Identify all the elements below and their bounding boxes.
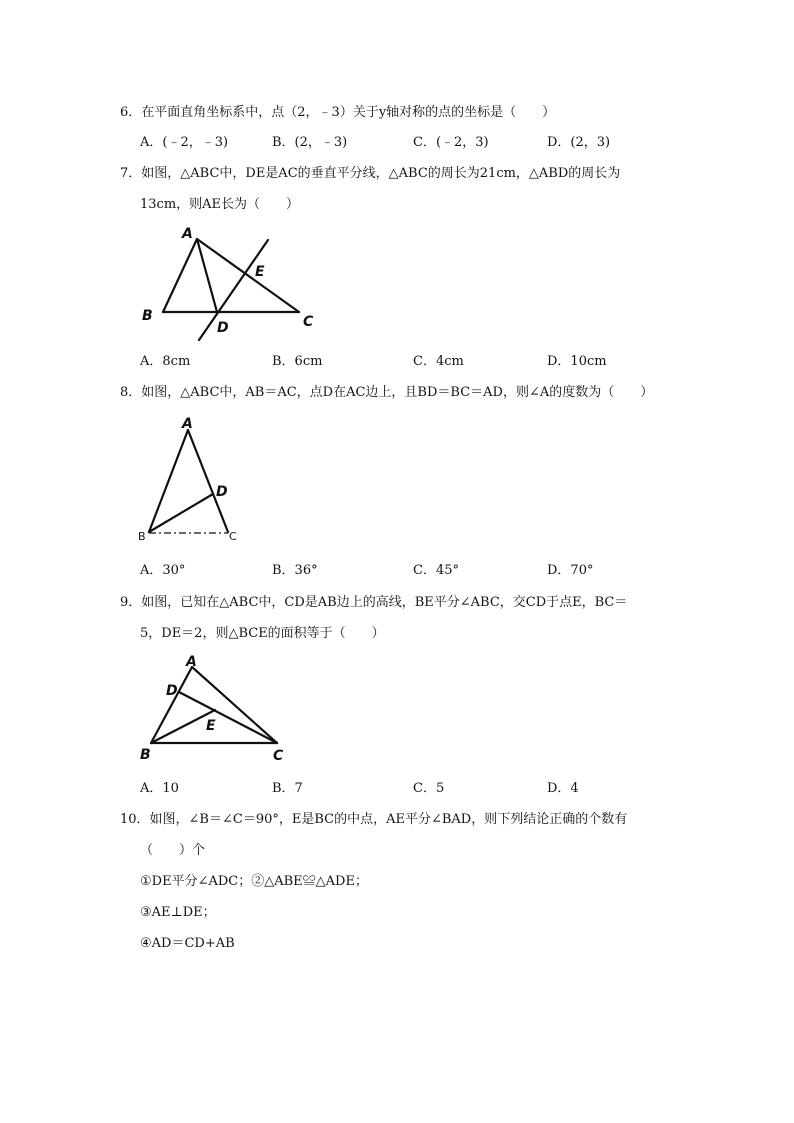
q8-label-a: A [182, 416, 193, 432]
q7-label-e: E [255, 264, 265, 280]
q6-option-b: B．(2，﹣3) [272, 135, 348, 150]
q10-conclusion-3: ③AE⊥DE； [140, 905, 216, 920]
q10-conclusion-1-2: ①DE平分∠ADC；②△ABE≌△ADE； [140, 874, 368, 889]
q7-label-c: C [303, 314, 314, 330]
q9-option-a: A．10 [140, 781, 179, 796]
q8-option-d: D．70° [547, 563, 594, 578]
q7-option-a: A．8cm [140, 354, 191, 369]
q8-label-c: C [229, 530, 237, 543]
q9-stem-line2: 5，DE＝2，则△BCE的面积等于（ ） [140, 626, 385, 641]
q8-segment-bd [149, 494, 213, 532]
q8-stem: 8．如图，△ABC中，AB＝AC，点D在AC边上，且BD＝BC＝AD，则∠A的度数为（ ） [120, 385, 654, 400]
q9-option-c: C．5 [413, 781, 445, 796]
q9-stem-line1: 9．如图，已知在△ABC中，CD是AB边上的高线，BE平分∠ABC，交CD于点E，BC＝ [120, 595, 628, 610]
q8-label-b: B [138, 530, 146, 543]
q9-label-c: C [273, 748, 284, 764]
q7-stem-line2: 13cm，则AE长为（ ） [140, 197, 300, 212]
q10-conclusion-4: ④AD＝CD+AB [140, 936, 235, 951]
q9-label-d: D [166, 683, 178, 699]
q9-option-d: D．4 [547, 781, 579, 796]
q6-option-a: A．(﹣2，﹣3) [140, 135, 229, 150]
q8-figure [135, 412, 255, 547]
q8-option-b: B．36° [272, 563, 318, 578]
q7-option-c: C．4cm [413, 354, 464, 369]
q6-option-c: C．(﹣2，3) [413, 135, 489, 150]
q8-side-ab [149, 430, 188, 532]
q8-option-a: A．30° [140, 563, 186, 578]
q9-label-e: E [206, 718, 216, 734]
q7-label-a: A [182, 226, 193, 242]
q8-label-d: D [216, 484, 228, 500]
q7-label-b: B [142, 308, 153, 324]
q7-perpendicular-bisector [199, 240, 268, 340]
q9-option-b: B．7 [272, 781, 303, 796]
q9-figure [135, 650, 295, 770]
q8-side-ac [188, 430, 228, 532]
q10-stem-line2: （ ）个 [140, 843, 206, 858]
q7-figure [135, 222, 335, 347]
q7-side-ab [163, 239, 197, 312]
q9-label-a: A [186, 654, 197, 670]
q6-stem: 6．在平面直角坐标系中，点（2，﹣3）关于y轴对称的点的坐标是（ ） [120, 105, 556, 120]
q7-option-d: D．10cm [547, 354, 607, 369]
q10-stem-line1: 10．如图，∠B＝∠C＝90°，E是BC的中点，AE平分∠BAD，则下列结论正确的个数有 [120, 812, 628, 827]
q6-option-d: D．(2，3) [547, 135, 611, 150]
q7-stem-line1: 7．如图，△ABC中，DE是AC的垂直平分线，△ABC的周长为21cm，△ABD的周长为 [120, 166, 621, 181]
q7-option-b: B．6cm [272, 354, 323, 369]
q7-side-ac [197, 239, 299, 312]
q9-label-b: B [140, 747, 151, 763]
q7-label-d: D [217, 320, 229, 336]
q8-option-c: C．45° [413, 563, 459, 578]
